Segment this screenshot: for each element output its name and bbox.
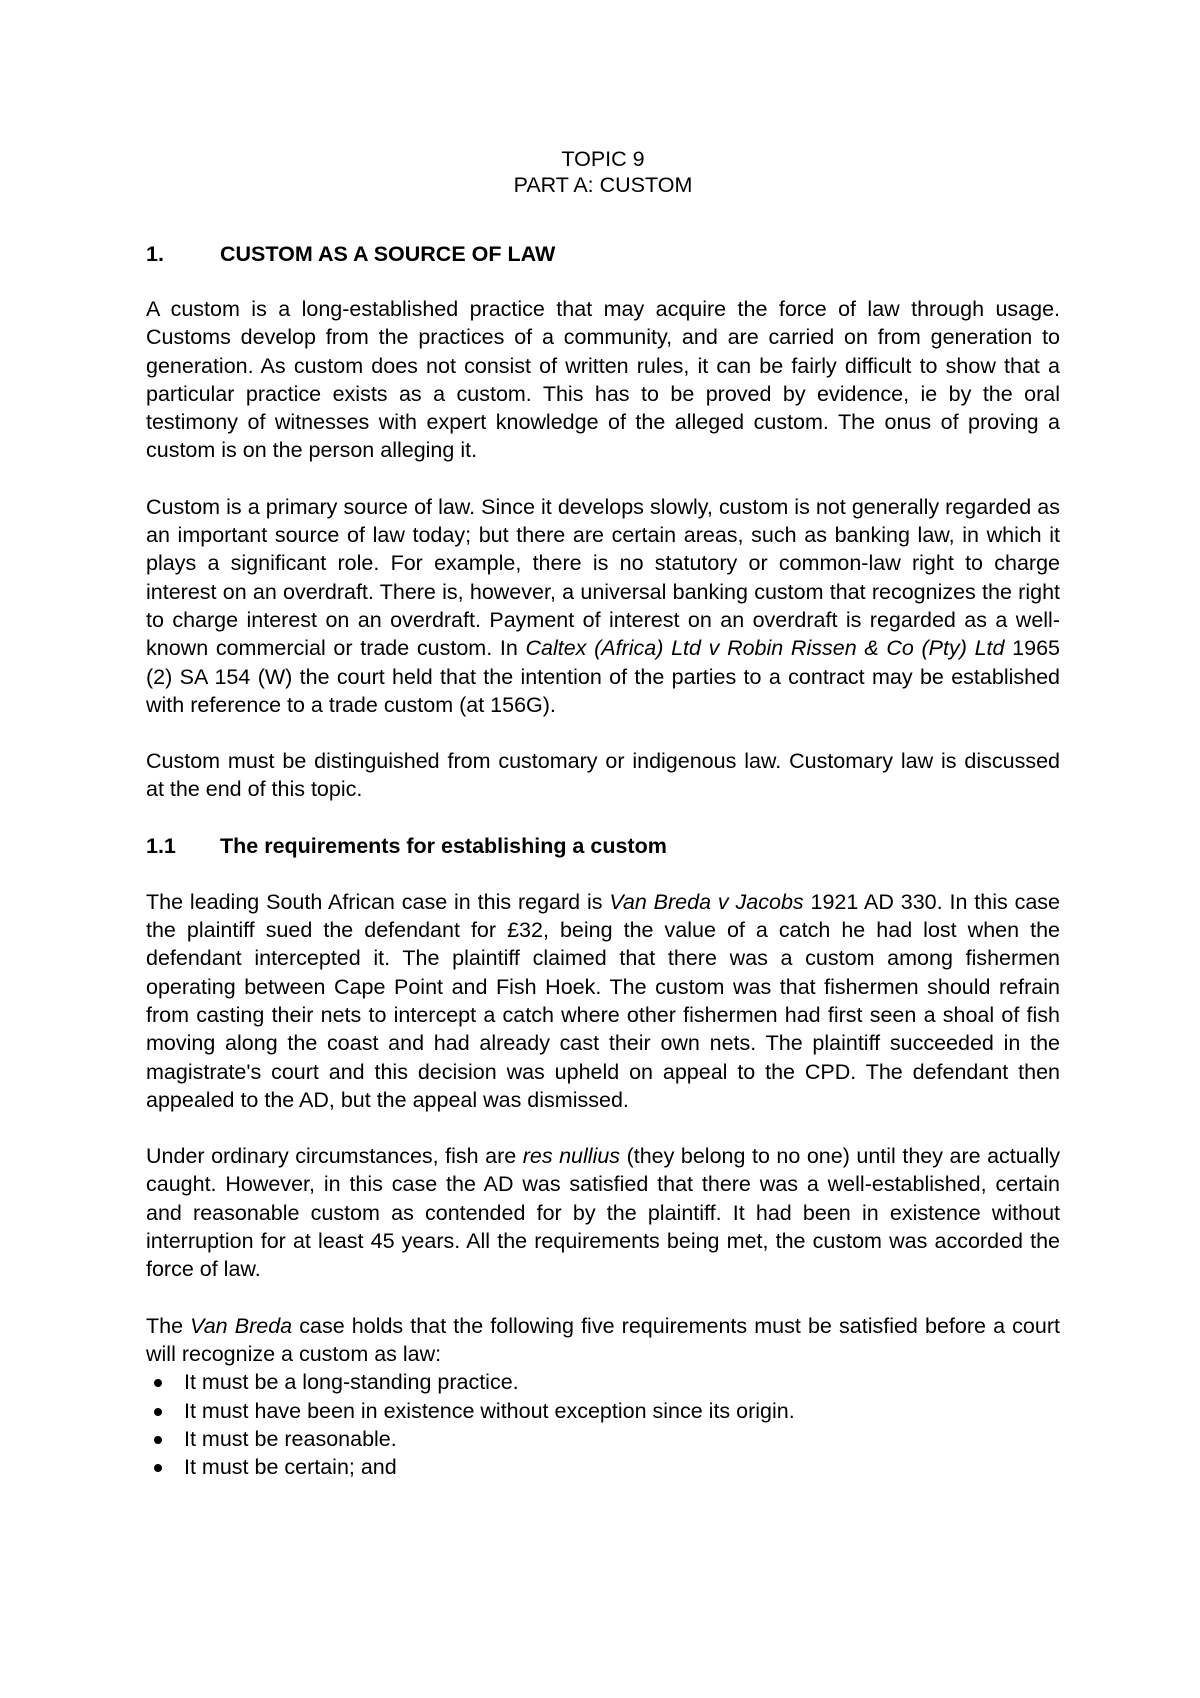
list-item: It must have been in existence without exception since its origin. (146, 1397, 1060, 1425)
paragraph-text: The (146, 1313, 191, 1338)
case-citation: Caltex (Africa) Ltd v Robin Rissen & Co (Pty) Ltd (525, 636, 1005, 661)
section-1-1-title: The requirements for establishing a custom (220, 833, 667, 858)
section-1-paragraph-2 (146, 493, 1060, 719)
paragraph-text: (they belong to no one) until they are actually caught. However, in this case the AD was satisfied that there was a well-established, certain and reasonable custom as contended for by the plaintiff. It had been in existence without interruption for at least 45 years. All the requirements being met, the custom was accorded the force of law. (146, 1144, 1060, 1282)
part-title: PART A: CUSTOM (513, 173, 693, 197)
paragraph-text: 1965 (2) SA 154 (W) the court held that the intention of the parties to a contract may be established with reference to a trade custom (at 156G). (146, 636, 1060, 717)
requirements-list (146, 1368, 1060, 1481)
paragraph-text: Custom is a primary source of law. Since it develops slowly, custom is not generally regarded as an important source of law today; but there are certain areas, such as banking law, in which it plays a significant role. For example, there is no statutory or common-law right to charge interest on an overdraft. There is, however, a universal banking custom that recognizes the right to charge interest on an overdraft. Payment of interest on an overdraft is regarded as a well-known commercial or trade custom. In (146, 494, 1060, 661)
section-1-1-paragraph-3 (146, 1312, 1060, 1369)
document-page (146, 146, 1060, 1481)
paragraph-text: Under ordinary circumstances, fish are (146, 1144, 523, 1169)
list-item: It must be certain; and (146, 1453, 1060, 1481)
section-1-1-heading (146, 832, 1060, 860)
list-item: It must be a long-standing practice. (146, 1368, 1060, 1396)
section-1-heading (146, 240, 1060, 268)
paragraph-text: 1921 AD 330. In this case the plaintiff sued the defendant for £32, being the value of a catch he had lost when the defendant intercepted it. The plaintiff claimed that there was a custom among fishermen operating between Cape Point and Fish Hoek. The custom was that fishermen should refrain from casting their nets to intercept a catch where other fishermen had first seen a shoal of fish moving along the coast and had already cast their own nets. The plaintiff succeeded in the magistrate's court and this decision was upheld on appeal to the CPD. The defendant then appealed to the AD, but the appeal was dismissed. (146, 889, 1060, 1112)
case-citation: Van Breda v Jacobs (609, 889, 804, 914)
latin-term: res nullius (522, 1144, 621, 1169)
section-1-paragraph-1: A custom is a long-established practice that may acquire the force of law through usage. Customs develop from the practices of a community, and are carried on from generation to generation. As custom does not consist of written rules, it can be fairly difficult to show that a particular practice exists as a custom. This has to be proved by evidence, ie by the oral testimony of witnesses with expert knowledge of the alleged custom. The onus of proving a custom is on the person alleging it. (146, 297, 1060, 463)
section-1-1-number: 1.1 (146, 833, 176, 858)
paragraph-text: The leading South African case in this regard is (146, 889, 610, 914)
section-1-number: 1. (146, 242, 164, 266)
section-1-paragraph-3: Custom must be distinguished from customary or indigenous law. Customary law is discussed at the end of this topic. (146, 749, 1060, 802)
section-1-1-paragraph-2 (146, 1142, 1060, 1283)
case-citation: Van Breda (190, 1313, 293, 1338)
list-item: It must be reasonable. (146, 1425, 1060, 1453)
topic-title: TOPIC 9 (561, 147, 645, 171)
section-1-title: CUSTOM AS A SOURCE OF LAW (220, 242, 556, 266)
section-1-1-paragraph-1 (146, 888, 1060, 1114)
paragraph-text: case holds that the following five requirements must be satisfied before a court will recognize a custom as law: (146, 1313, 1060, 1366)
